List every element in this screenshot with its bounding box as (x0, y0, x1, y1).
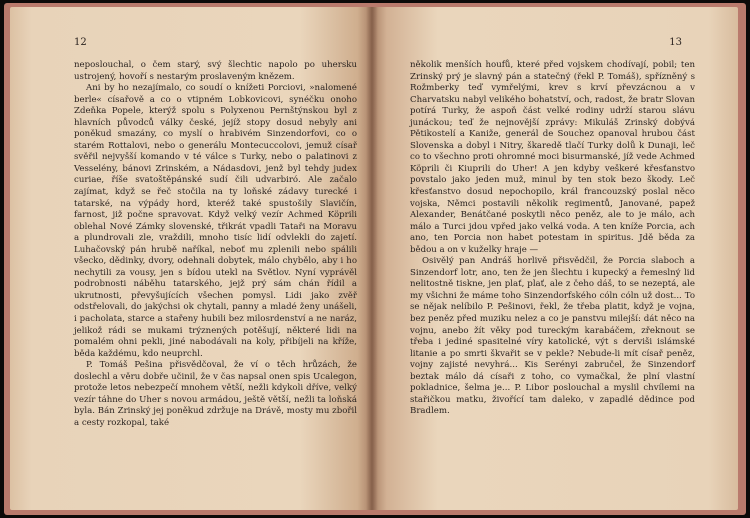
right-page-text (410, 60, 695, 418)
left-page-text (74, 60, 357, 430)
paragraph: Osivělý pan Andráš horlivě přisvědčil, že Porcia slaboch a Sinzendorf lotr, ano, ten že jen šlechtu i kupecký a řemeslný lid nelitostně tiskne, jen plať, plať, ale z čeho dáš, to se nezeptá, ale my všichni že máme toho Sinzendorfského cóln cóln už dost... To se nějak nelíbilo P. Pešinovi, řekl, že třeba platit, když je vojna, bez peněz před muziku nelez a co je panstvu milejší: dát něco na vojnu, anebo žít věky pod tureckým karabáčem, zřeknout se třeba i jediné spasitelné víry katolické, výt s derviši islámské litanie a po smrti škvařit se v pekle? Nebude-li mít císař peněz, vojny zajisté nevyhrá... Kis Serényi zabručel, že Sinzendorf beztak málo dá císaři z toho, co vymačkal, že plní vlastní pokladnice, šelma je... P. Libor poslouchal a myslil chvílemi na stařičkou matku, živořící tam daleko, v zapadlé dědince pod Bradlem. (410, 256, 695, 417)
paragraph: P. Tomáš Pešina přisvědčoval, že ví o těch hrůzách, že doslechl a věru dobře učinil, že v čas napsal onen spis Ucalegon, protože letos nebezpečí mnohem větší, nežli kdykoli dříve, velký vezír táhne do Uher s novou armádou, ještě větší, nežli ta loňská byla. Bán Zrinský jej poněkud zdržuje na Drávě, mosty mu zbořil a cesty rozkopal, také (74, 360, 357, 428)
book-gutter (366, 7, 378, 510)
page-number-left: 12 (74, 37, 87, 48)
right-page (372, 7, 738, 510)
paragraph: několik menších houfů, které před vojskem chodívají, pobil; ten Zrinský prý je slavný pán a statečný (řekl P. Tomáš), spřízněný s Rožmberky teď vymřelými, krev s krví převzácnou a v Charvatsku nabyl velikého bohatství, och, radost, že bratr Slovan potírá Turky, že aspoň část velké rodiny udrží starou slávu junáckou; teď že nejnovější zprávy: Mikuláš Zrinský dobývá Pětikostelí a Kaniže, generál de Souchez opanoval hrubou část Slovenska a dobyl i Nitry, škaredě tlačí Turky dolů k Dunaji, leč co to všechno proti ohromné moci bisurmanské, jíž vede Achmed Köprili či Kiuprili do Uher! A jen kdyby veškeré křesťanstvo povstalo jako jeden muž, minul by ten stok bezo škody. Leč křesťanstvo dosud nepochopilo, král francouzský poslal něco vojska, Němci postavili několik regimentů, Janované, papež Alexander, Benátčané poskytli něco peněz, ale to je málo, ach málo a Turci jdou vpřed jako velká voda. A ten kníže Porcia, ach ano, ten Porcia non habet potestam in spiritus. Jdě běda za bědou a on v kuželky hraje — (410, 60, 695, 255)
paragraph: neposlouchal, o čem starý, svý šlechtic napolo po uhersku ustrojený, hovoří s nestarým proslaveným knězem. (74, 60, 357, 82)
page-number-right: 13 (669, 37, 682, 48)
left-page (10, 7, 372, 510)
open-book (4, 3, 746, 515)
paragraph: Ani by ho nezajímalo, co soudí o knížeti Porciovi, »nalomené berle« císařově a co o vtipném Lobkovicovi, synéčku onoho Zdeňka Popele, kterýž spolu s Polyxenou Pernštýnskou byl z hlavních původců války české, jejíž stopy dosud nebyly ani poněkud smazány, co myslí o hrabivém Sinzendorfovi, co o starém Rottalovi, nebo o generálu Montecuccolovi, jemuž císař svěřil nejvyšší komando v té válce s Turky, nebo o palatinovi z Vesselény, bánovi Zrinském, a Nádasdovi, jenž byl tehdy judex curiae, říše svatoštěpánské sudí čili udvarbiró. Ale začalo zajímat, když se řeč stočila na ty loňské zádavy turecké i tatarské, na výpády hord, kteréž také spustošily Slavičín, farnost, již počne spravovat. Když velký vezír Achmed Köprili oblehal Nové Zámky slovenské, třikrát vpadli Tataři na Moravu a plundrovali zle, vraždili, mnoho tisíc lidí odvlekli do zajetí. Luhačovský pán hrubě naříkal, neboť mu zplenili nebo spálili všecko, dědinky, dvory, odehnali dobytek, málo chybělo, aby i ho nechytili za vousy, jen s bídou utekl na Světlov. Nyní vyprávěl podrobnosti náběhu tatarského, jejž prý sám chán řídil a ukrutnosti, převyšujících všechen pomysl. Lidi jako zvěř odstřelovali, do jakýchsi ok chytali, panny a mladé ženy unášeli, i pacholata, starce a stařeny hubili bez milosrdenství a ne naráz, jelikož rádi se mukami trýznených potěšují, některé lidi na pomalém ohni pekli, jiné nabodávali na koly, přibíjeli na kříže, běda každému, kdo neuprchl. (74, 83, 357, 359)
